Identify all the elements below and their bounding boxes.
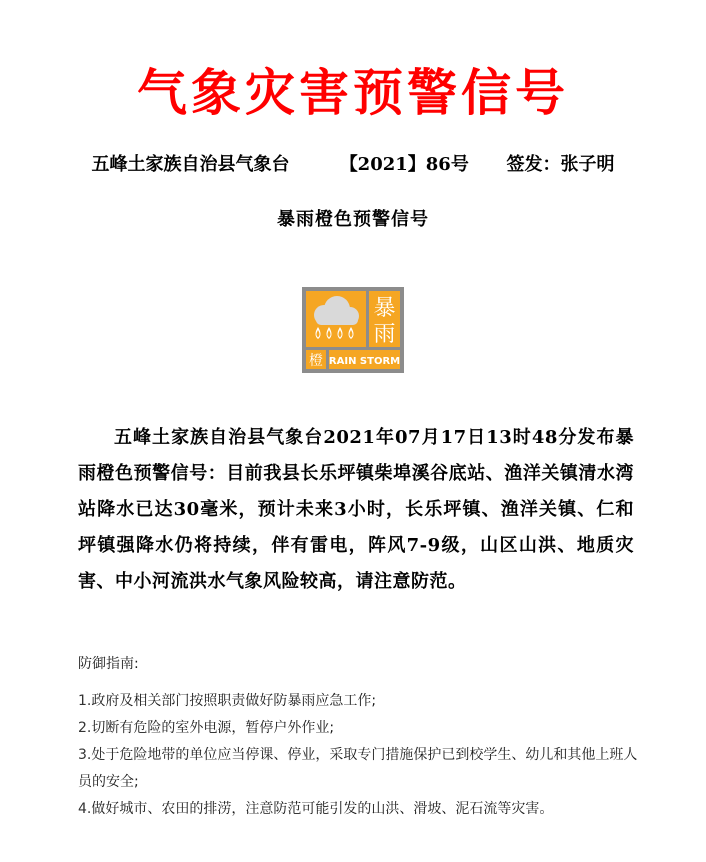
- list-item-text: 切断有危险的室外电源，暂停户外作业;: [91, 720, 335, 736]
- icon-char-top: 暴: [373, 296, 396, 321]
- rainstorm-orange-signal-icon: [302, 287, 404, 373]
- defense-guide: [78, 652, 648, 823]
- list-item: [78, 715, 648, 742]
- icon-label-en: RAIN STORM: [328, 356, 401, 367]
- document-title: 气象灾害预警信号: [137, 63, 569, 122]
- issuer: 五峰土家族自治县气象台: [91, 154, 290, 175]
- list-item: [78, 688, 648, 715]
- list-item: [78, 796, 648, 823]
- signal-name: 暴雨橙色预警信号: [277, 209, 429, 230]
- signer: 签发：张子明: [506, 154, 615, 175]
- guide-title: 防御指南:: [78, 656, 139, 672]
- list-item-text: 做好城市、农田的排涝，注意防范可能引发的山洪、滑坡、泥石流等灾害。: [91, 801, 554, 817]
- list-item: [78, 742, 648, 796]
- list-item-number: 3.: [78, 747, 92, 763]
- list-item-number: 1.: [78, 693, 92, 709]
- list-item-text: 政府及相关部门按照职责做好防暴雨应急工作;: [91, 693, 377, 709]
- icon-char-level: 橙: [309, 353, 323, 369]
- list-item-text: 处于危险地带的单位应当停课、停业，采取专门措施保护已到校学生、幼儿和其他上班人员的安全;: [78, 747, 638, 790]
- list-item-number: 4.: [78, 801, 92, 817]
- document-meta: [0, 152, 706, 178]
- doc-number: 【2021】86号: [339, 154, 469, 175]
- icon-char-bottom: 雨: [373, 322, 396, 347]
- list-item-number: 2.: [78, 720, 92, 736]
- guide-list: [78, 688, 648, 823]
- warning-body: 五峰土家族自治县气象台2021年07月17日13时48分发布暴雨橙色预警信号：目前我县长乐坪镇柴埠溪谷底站、渔洋关镇清水湾站降水已达30毫米，预计未来3小时，长乐坪镇、渔洋关镇、仁和坪镇强降水仍将持续，伴有雷电，阵风7-9级，山区山洪、地质灾害、中小河流洪水气象风险较高，请注意防范。: [78, 427, 634, 592]
